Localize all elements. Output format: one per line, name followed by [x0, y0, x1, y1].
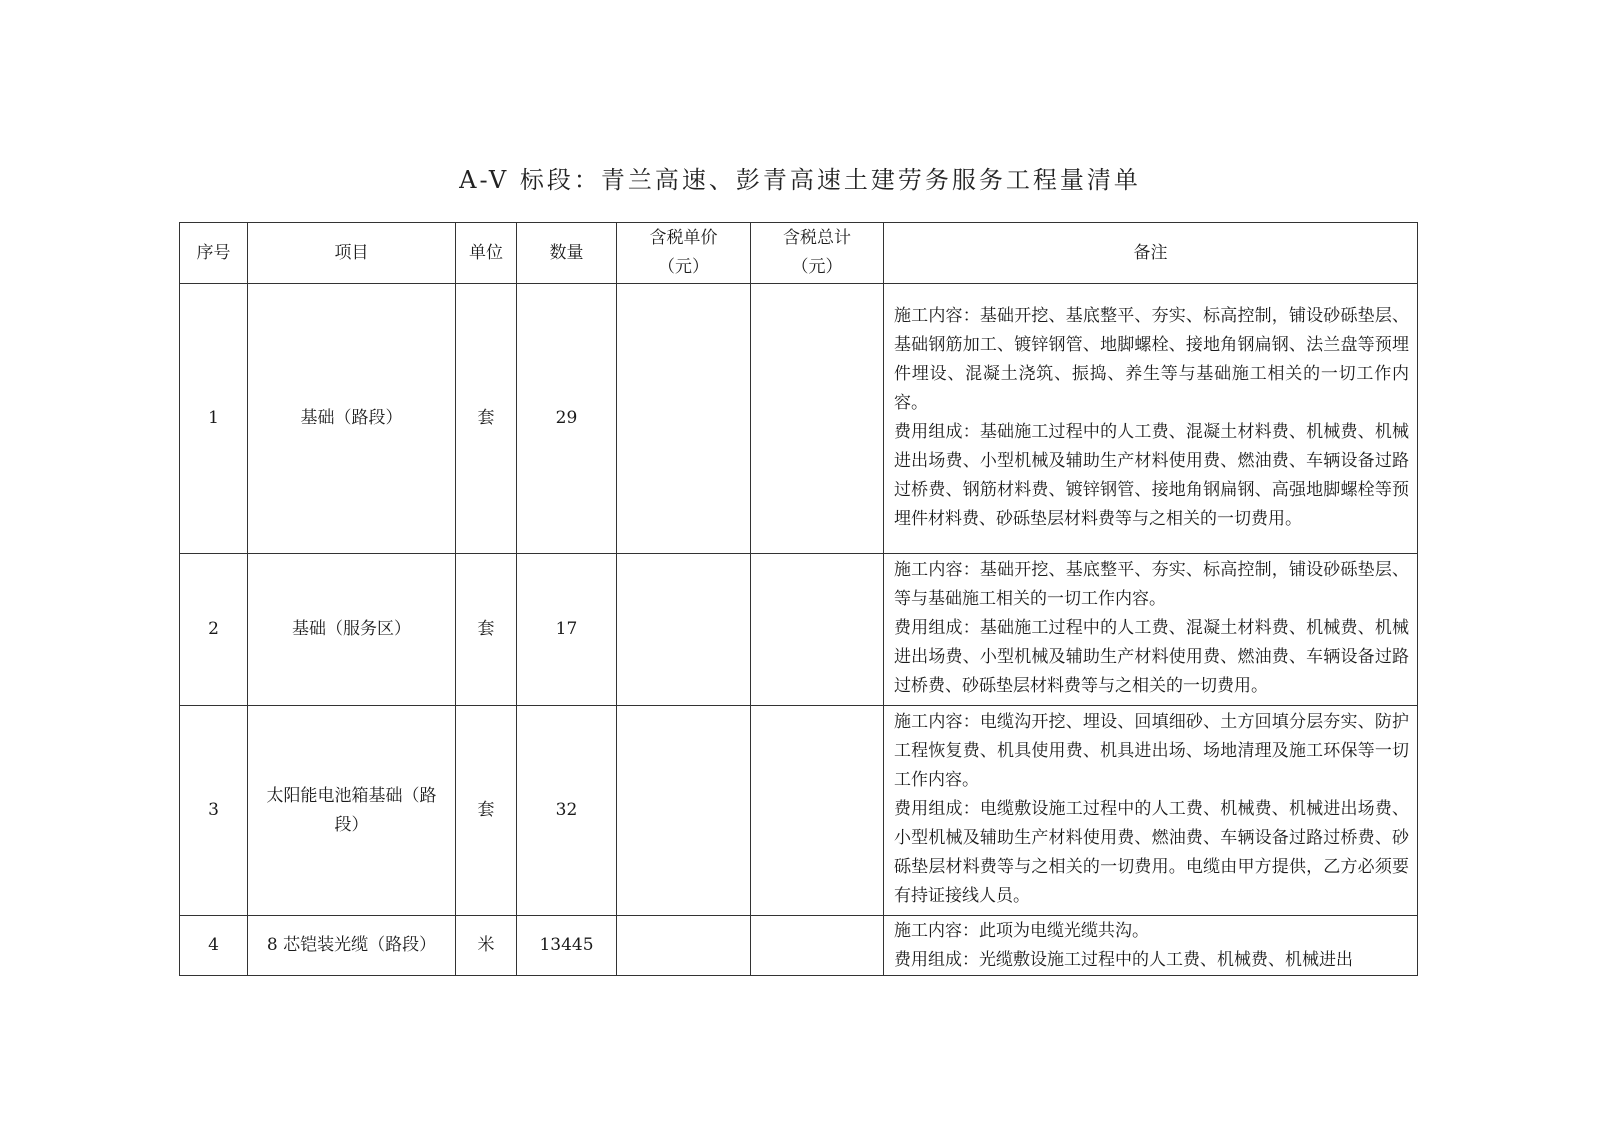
cell-note [884, 916, 1418, 976]
cell-item: 基础（路段） [248, 284, 456, 554]
table-row [180, 706, 1418, 916]
cell-qty: 13445 [517, 916, 617, 976]
cell-unit: 套 [456, 706, 517, 916]
note-clip [894, 917, 1409, 975]
header-unit-price-line2: （元） [658, 257, 709, 277]
note-work: 施工内容：此项为电缆光缆共沟。 [894, 920, 1149, 941]
header-total-line2: （元） [791, 257, 843, 277]
cell-unit-price [617, 284, 751, 554]
header-unit: 单位 [456, 223, 517, 284]
cell-unit: 米 [456, 916, 517, 976]
cell-note [884, 284, 1418, 554]
cell-unit-price [617, 554, 751, 706]
page-title: A-V 标段：青兰高速、彭青高速土建劳务服务工程量清单 [459, 166, 1141, 194]
header-total-line1: 含税总计 [783, 228, 851, 248]
table-row [180, 554, 1418, 706]
cell-unit-price [617, 916, 751, 976]
header-item: 项目 [248, 223, 456, 284]
header-total [751, 223, 884, 284]
table-row [180, 916, 1418, 976]
note-cost: 费用组成：光缆敷设施工过程中的人工费、机械费、机械进出 [894, 949, 1353, 970]
cell-item: 太阳能电池箱基础（路段） [248, 706, 456, 916]
cell-note [884, 554, 1418, 706]
cell-total [751, 554, 884, 706]
note-cost: 费用组成：基础施工过程中的人工费、混凝土材料费、机械费、机械进出场费、小型机械及辅助生产材料使用费、燃油费、车辆设备过路过桥费、砂砾垫层材料费等与之相关的一切费用。 [894, 618, 1409, 696]
cell-item: 8 芯铠装光缆（路段） [248, 916, 456, 976]
cell-unit-price [617, 706, 751, 916]
note-cost: 费用组成：基础施工过程中的人工费、混凝土材料费、机械费、机械进出场费、小型机械及辅助生产材料使用费、燃油费、车辆设备过路过桥费、钢筋材料费、镀锌钢管、接地角钢扁钢、高强地脚螺栓等预埋件材料费、砂砾垫层材料费等与之相关的一切费用。 [894, 421, 1409, 529]
cell-seq: 2 [180, 554, 248, 706]
note-work: 施工内容：基础开挖、基底整平、夯实、标高控制，铺设砂砾垫层、基础钢筋加工、镀锌钢管、地脚螺栓、接地角钢扁钢、法兰盘等预埋件埋设、混凝土浇筑、振捣、养生等与基础施工相关的一切工作内容。 [894, 305, 1409, 413]
cell-note [884, 706, 1418, 916]
cell-unit: 套 [456, 284, 517, 554]
note-work: 施工内容：基础开挖、基底整平、夯实、标高控制，铺设砂砾垫层、等与基础施工相关的一切工作内容。 [894, 560, 1409, 609]
cell-total [751, 916, 884, 976]
table-row [180, 284, 1418, 554]
cell-total [751, 284, 884, 554]
cell-seq: 1 [180, 284, 248, 554]
note-cost: 费用组成：电缆敷设施工过程中的人工费、机械费、机械进出场费、小型机械及辅助生产材料使用费、燃油费、车辆设备过路过桥费、砂砾垫层材料费等与之相关的一切费用。电缆由甲方提供，乙方必须要有持证接线人员。 [894, 799, 1409, 906]
cell-qty: 29 [517, 284, 617, 554]
header-row [180, 223, 1418, 284]
cell-seq: 3 [180, 706, 248, 916]
header-qty: 数量 [517, 223, 617, 284]
cell-qty: 32 [517, 706, 617, 916]
header-unit-price [617, 223, 751, 284]
cell-total [751, 706, 884, 916]
header-note: 备注 [884, 223, 1418, 284]
cell-qty: 17 [517, 554, 617, 706]
header-seq: 序号 [180, 223, 248, 284]
cell-seq: 4 [180, 916, 248, 976]
header-unit-price-line1: 含税单价 [649, 228, 718, 248]
note-work: 施工内容：电缆沟开挖、埋设、回填细砂、土方回填分层夯实、防护工程恢复费、机具使用费、机具进出场、场地清理及施工环保等一切工作内容。 [894, 712, 1409, 790]
cell-item: 基础（服务区） [248, 554, 456, 706]
quantity-table [179, 222, 1418, 976]
cell-unit: 套 [456, 554, 517, 706]
